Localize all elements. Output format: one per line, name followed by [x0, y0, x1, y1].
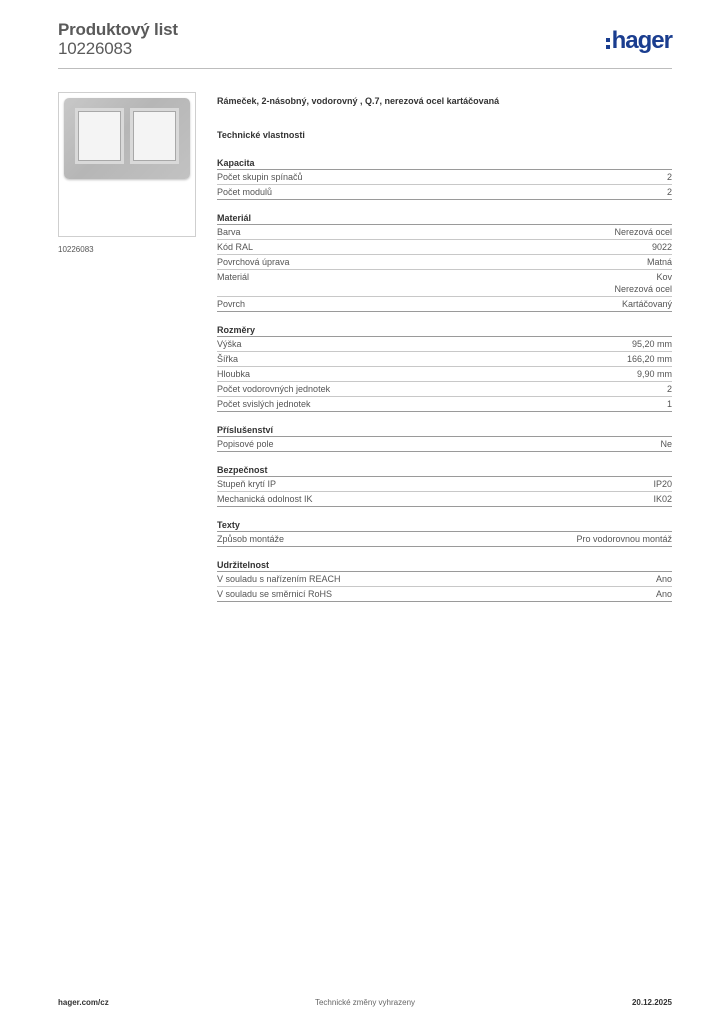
spec-label: Povrch	[217, 299, 246, 309]
spec-value: 2	[666, 384, 672, 394]
spec-row	[217, 240, 672, 255]
spec-label: Počet svislých jednotek	[217, 399, 311, 409]
hager-logo	[606, 26, 672, 56]
footer-disclaimer: Technické změny vyhrazeny	[314, 998, 416, 1007]
spec-label: Počet modulů	[217, 187, 273, 197]
spec-section	[217, 211, 672, 312]
spec-label: Počet vodorovných jednotek	[217, 384, 331, 394]
spec-label: Barva	[217, 227, 241, 237]
spec-value: Ano	[655, 574, 672, 584]
spec-value: 1	[666, 399, 672, 409]
spec-section	[217, 518, 672, 547]
spec-label: Mechanická odolnost IK	[217, 494, 313, 504]
section-title: Rozměry	[217, 323, 672, 337]
frame-picture	[64, 98, 190, 179]
spec-value: Matná	[646, 257, 672, 267]
spec-value: 2	[666, 172, 672, 182]
product-description: Rámeček, 2-násobný, vodorovný , Q.7, nerezová ocel kartáčovaná	[217, 96, 500, 106]
spec-label: Materiál	[217, 272, 250, 282]
spec-row	[217, 382, 672, 397]
spec-section	[217, 423, 672, 452]
spec-section	[217, 323, 672, 412]
spec-label: Způsob montáže	[217, 534, 285, 544]
spec-row	[217, 477, 672, 492]
spec-value: Pro vodorovnou montáž	[576, 534, 672, 544]
spec-row	[217, 270, 672, 297]
spec-value: Ano	[655, 589, 672, 599]
spec-label: Výška	[217, 339, 242, 349]
spec-row	[217, 437, 672, 452]
spec-section	[217, 463, 672, 507]
section-title: Texty	[217, 518, 672, 532]
product-image	[58, 92, 196, 237]
page-footer	[58, 998, 672, 1012]
spec-label: Povrchová úprava	[217, 257, 290, 267]
spec-label: Kód RAL	[217, 242, 254, 252]
spec-row	[217, 170, 672, 185]
page-title: Produktový list	[58, 20, 178, 39]
spec-label: V souladu s nařízením REACH	[217, 574, 341, 584]
footer-date: 20.12.2025	[631, 998, 672, 1007]
spec-label: Stupeň krytí IP	[217, 479, 277, 489]
spec-row	[217, 367, 672, 382]
footer-website: hager.com/cz	[58, 998, 109, 1007]
spec-row	[217, 587, 672, 602]
spec-row	[217, 397, 672, 412]
section-title: Materiál	[217, 211, 672, 225]
spec-section	[217, 156, 672, 200]
spec-value: Kov Nerezová ocel	[614, 272, 672, 294]
spec-label: V souladu se směrnicí RoHS	[217, 589, 333, 599]
spec-row	[217, 185, 672, 200]
spec-value: 95,20 mm	[631, 339, 672, 349]
frame-opening-left	[75, 108, 124, 164]
spec-value: Ne	[660, 439, 672, 449]
spec-value: IK02	[653, 494, 672, 504]
section-title: Kapacita	[217, 156, 672, 170]
technical-heading: Technické vlastnosti	[217, 130, 305, 140]
section-title: Příslušenství	[217, 423, 672, 437]
spec-row	[217, 225, 672, 240]
section-title: Udržitelnost	[217, 558, 672, 572]
product-number: 10226083	[58, 39, 133, 58]
spec-row	[217, 255, 672, 270]
spec-label: Počet skupin spínačů	[217, 172, 303, 182]
spec-value: 2	[666, 187, 672, 197]
spec-row	[217, 352, 672, 367]
spec-label: Hloubka	[217, 369, 251, 379]
spec-value: 166,20 mm	[626, 354, 672, 364]
image-caption: 10226083	[58, 245, 94, 254]
spec-value: 9,90 mm	[636, 369, 672, 379]
spec-sections	[217, 156, 672, 602]
page-header	[58, 20, 672, 70]
spec-section	[217, 558, 672, 602]
spec-value: 9022	[651, 242, 672, 252]
spec-row	[217, 572, 672, 587]
logo-dots-icon	[606, 38, 610, 49]
logo-text: hager	[611, 27, 672, 54]
spec-row	[217, 492, 672, 507]
product-content	[217, 96, 672, 602]
spec-value: IP20	[653, 479, 672, 489]
spec-row	[217, 297, 672, 312]
header-divider	[58, 68, 672, 69]
frame-opening-right	[130, 108, 179, 164]
spec-value: Kartáčovaný	[621, 299, 672, 309]
spec-row	[217, 532, 672, 547]
spec-row	[217, 337, 672, 352]
spec-label: Popisové pole	[217, 439, 274, 449]
spec-label: Šířka	[217, 354, 239, 364]
spec-value: Nerezová ocel	[614, 227, 672, 237]
section-title: Bezpečnost	[217, 463, 672, 477]
